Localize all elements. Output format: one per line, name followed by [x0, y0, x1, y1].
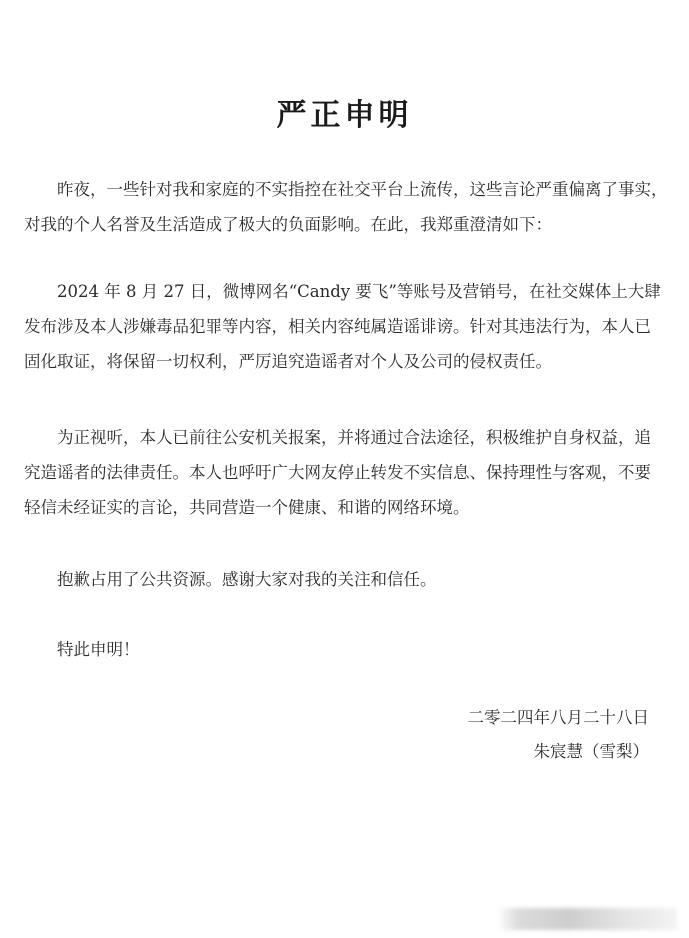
paragraph-line: 特此申明！: [57, 640, 140, 659]
paragraph-line: 究造谣者的法律责任。本人也呼吁广大网友停止转发不实信息、保持理性与客观，不要: [24, 463, 651, 482]
paragraph-line: 昨夜，一些针对我和家庭的不实指控在社交平台上流传，这些言论严重偏离了事实，: [57, 180, 668, 199]
paragraph-facts: [24, 274, 664, 379]
paragraph-line: 抱歉占用了公共资源。感谢大家对我的关注和信任。: [57, 570, 437, 589]
paragraph-line: 2024 年 8 月 27 日，微博网名“Candy 要飞”等账号及营销号，在社交媒体上大肆: [57, 282, 661, 301]
paragraph-apology: [24, 562, 664, 597]
paragraph-actions: [24, 420, 664, 525]
paragraph-line: 对我的个人名誉及生活造成了极大的负面影响。在此，我郑重澄清如下：: [24, 215, 552, 234]
blurred-watermark: [497, 908, 677, 930]
paragraph-line: 固化取证，将保留一切权利，严厉追究造谣者对个人及公司的侵权责任。: [24, 352, 552, 371]
paragraph-line: 发布涉及本人涉嫌毒品犯罪等内容，相关内容纯属造谣诽谤。针对其违法行为，本人已: [24, 317, 651, 336]
paragraph-intro: [24, 172, 668, 242]
paragraph-closing: [24, 632, 664, 667]
statement-signature: 朱宸慧（雪梨）: [533, 742, 649, 761]
document-title: 严正申明: [276, 98, 413, 133]
paragraph-line: 轻信未经证实的言论，共同营造一个健康、和谐的网络环境。: [24, 498, 470, 517]
paragraph-line: 为正视听，本人已前往公安机关报案，并将通过合法途径，积极维护自身权益，追: [57, 428, 651, 447]
statement-date: 二零二四年八月二十八日: [467, 708, 649, 727]
